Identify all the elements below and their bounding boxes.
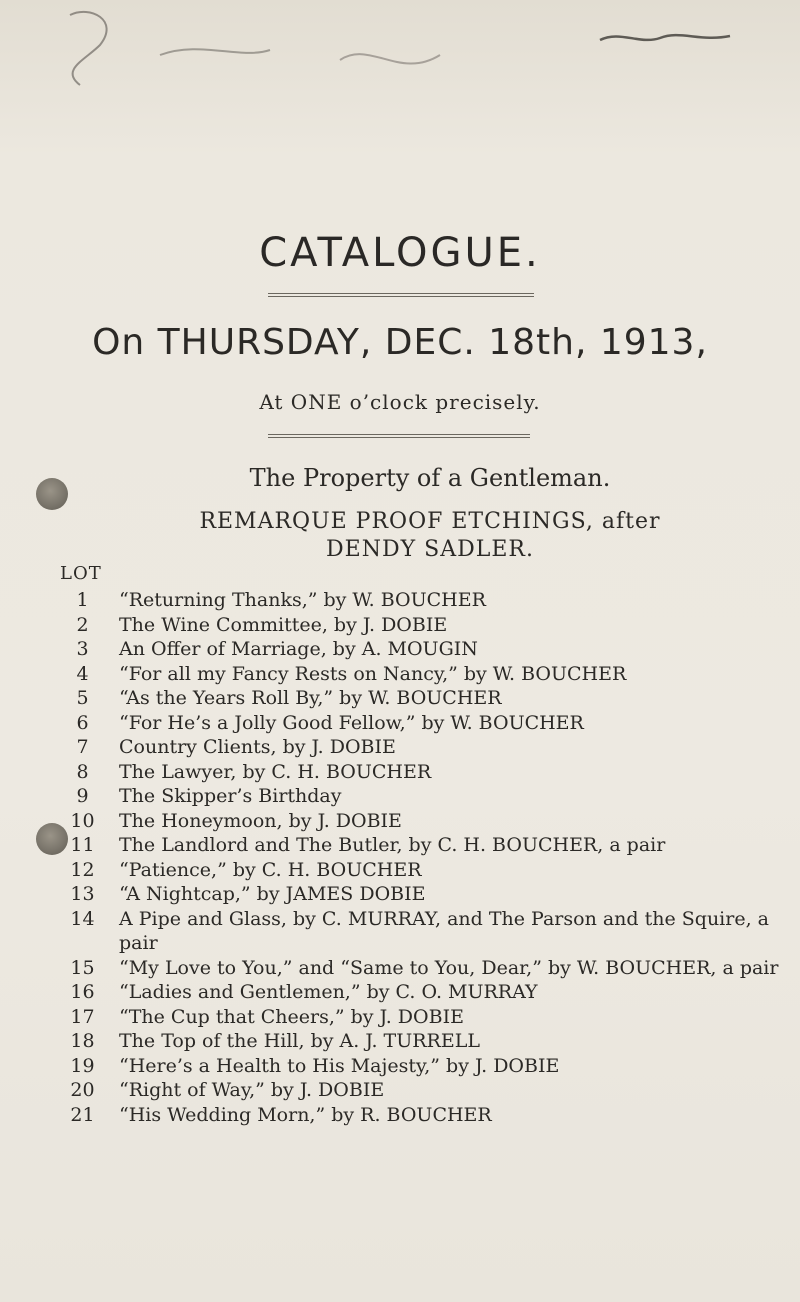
lot-number: 8 (76, 760, 89, 783)
lot-number: 18 (70, 1030, 95, 1052)
lot-number: 11 (70, 834, 95, 856)
lot-description: The Landlord and The Butler, by C. H. BOUCHER, a pair (119, 834, 666, 856)
catalogue-title: CATALOGUE. (259, 230, 541, 276)
lot-description: “My Love to You,” and “Same to You, Dear,” by W. BOUCHER, a pair (119, 956, 779, 979)
punch-hole-top (36, 478, 68, 510)
punch-hole-bottom (36, 823, 68, 855)
list-item (60, 1078, 800, 1103)
lot-description: “As the Years Roll By,” by W. BOUCHER (119, 687, 502, 709)
sale-date: On THURSDAY, DEC. 18th, 1913, (92, 322, 708, 363)
lot-number: 5 (76, 687, 89, 709)
section-heading-line-2: DENDY SADLER. (326, 537, 534, 562)
lot-description: “Returning Thanks,” by W. BOUCHER (119, 589, 486, 611)
list-item (60, 1029, 800, 1054)
lot-number: 6 (76, 711, 89, 734)
lot-number: 12 (70, 858, 95, 881)
lot-description: The Top of the Hill, by A. J. TURRELL (119, 1030, 480, 1052)
lot-number: 13 (70, 883, 95, 905)
section-heading (60, 508, 800, 564)
list-item (60, 882, 800, 907)
list-item (60, 613, 800, 638)
lot-number: 20 (70, 1079, 95, 1101)
lot-description: “Right of Way,” by J. DOBIE (119, 1079, 385, 1101)
list-item (60, 980, 800, 1005)
lot-number: 21 (70, 1103, 95, 1126)
lot-description: “Patience,” by C. H. BOUCHER (119, 858, 422, 881)
list-item (60, 833, 800, 858)
lot-description: “For He’s a Jolly Good Fellow,” by W. BOUCHER (119, 711, 584, 734)
lot-number: 15 (70, 956, 95, 979)
list-item (60, 686, 800, 711)
list-item (60, 956, 800, 981)
property-line: The Property of a Gentleman. (249, 464, 611, 492)
lot-number: 16 (70, 981, 95, 1003)
lot-number: 2 (76, 613, 89, 636)
lot-description: “For all my Fancy Rests on Nancy,” by W. BOUCHER (119, 662, 627, 685)
list-item (60, 907, 800, 956)
lot-number: 9 (76, 785, 89, 807)
handwritten-annotation (40, 0, 800, 110)
time-divider (268, 434, 530, 438)
lot-number: 4 (76, 662, 89, 685)
lot-description: A Pipe and Glass, by C. MURRAY, and The Parson and the Squire, a pair (119, 907, 769, 954)
list-item (60, 784, 800, 809)
list-item (60, 760, 800, 785)
list-item (60, 1005, 800, 1030)
list-item (60, 735, 800, 760)
lot-number: 14 (70, 907, 95, 930)
list-item (60, 1103, 800, 1128)
lot-description: “Here’s a Health to His Majesty,” by J. DOBIE (119, 1054, 560, 1077)
list-item (60, 711, 800, 736)
lot-number: 10 (70, 809, 95, 832)
lot-description: “Ladies and Gentlemen,” by C. O. MURRAY (119, 981, 538, 1003)
lot-number: 7 (76, 736, 89, 758)
list-item (60, 637, 800, 662)
lot-description: “A Nightcap,” by JAMES DOBIE (119, 883, 426, 905)
lot-description: “The Cup that Cheers,” by J. DOBIE (119, 1005, 464, 1028)
title-divider (268, 293, 534, 297)
lot-description: The Lawyer, by C. H. BOUCHER (119, 760, 432, 783)
list-item (60, 588, 800, 613)
lot-label: LOT (60, 563, 102, 584)
list-item (60, 858, 800, 883)
lot-description: The Honeymoon, by J. DOBIE (119, 809, 402, 832)
lot-number: 17 (70, 1005, 95, 1028)
lot-description: Country Clients, by J. DOBIE (119, 736, 396, 758)
lot-description: “His Wedding Morn,” by R. BOUCHER (119, 1103, 492, 1126)
lot-number: 19 (70, 1054, 95, 1077)
lot-description: An Offer of Marriage, by A. MOUGIN (119, 638, 478, 660)
list-item (60, 1054, 800, 1079)
lot-description: The Wine Committee, by J. DOBIE (119, 613, 448, 636)
list-item (60, 809, 800, 834)
lot-number: 3 (76, 638, 89, 660)
lot-list (60, 588, 800, 1127)
lot-description: The Skipper’s Birthday (119, 785, 342, 807)
section-heading-line-1: REMARQUE PROOF ETCHINGS, after (199, 509, 661, 534)
lot-number: 1 (76, 589, 89, 611)
sale-time: At ONE o’clock precisely. (259, 390, 541, 414)
list-item (60, 662, 800, 687)
